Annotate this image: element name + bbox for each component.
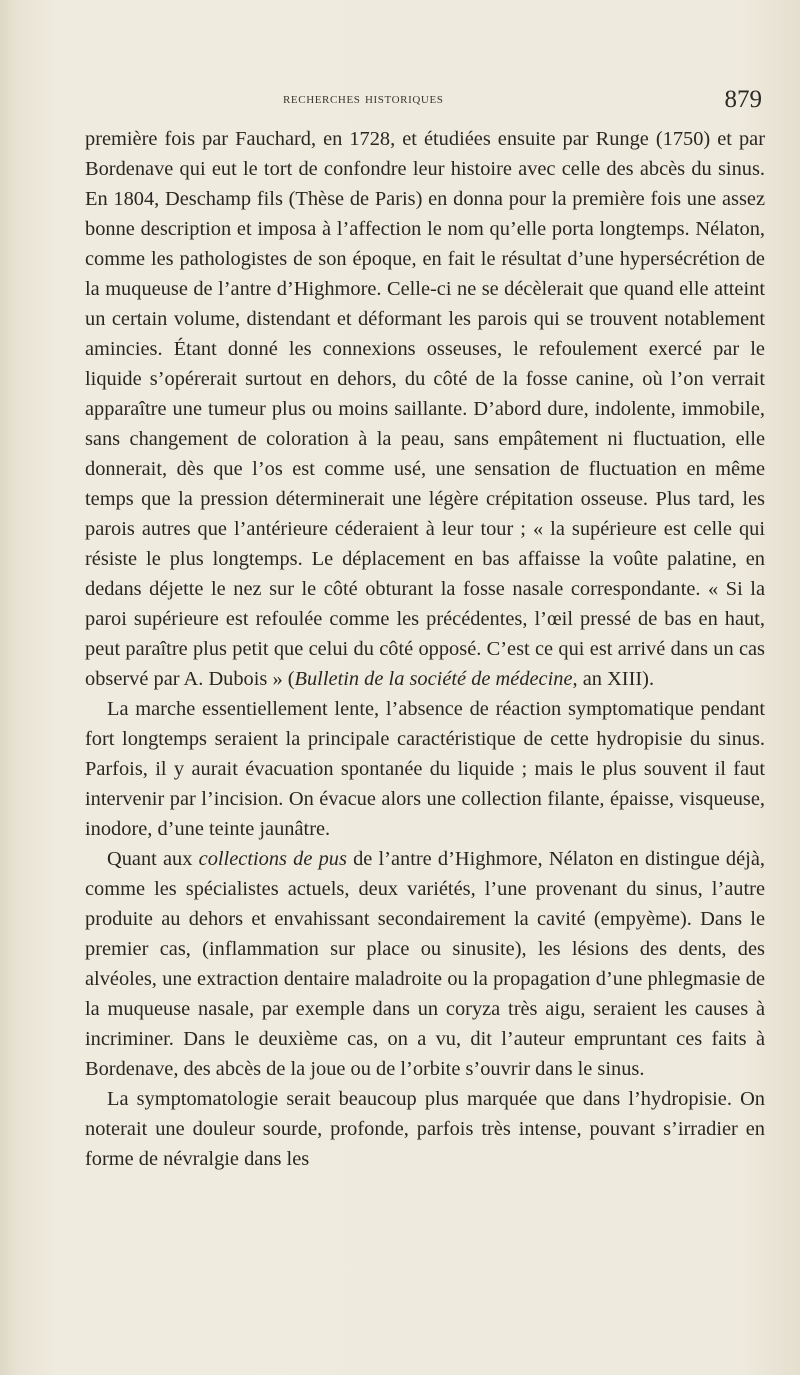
page-header <box>0 88 800 116</box>
running-title: recherches historiques <box>283 90 444 107</box>
paragraph <box>85 694 765 844</box>
text-run: La marche essentiellement lente, l’absence de réaction symptomatique pendant fort longtemps seraient la principale caractéristique de cette hydropisie du sinus. Parfois, il y aurait évacuation spontanée du liquide ; mais le plus souvent il faut intervenir par l’incision. On évacue alors une collection filante, épaisse, visqueuse, inodore, d’une teinte jaunâtre. <box>85 698 765 840</box>
paragraph <box>85 1084 765 1174</box>
text-run: Quant aux <box>107 848 199 870</box>
text-run: de l’antre d’Highmore, Nélaton en distingue déjà, comme les spécialistes actuels, deux variétés, l’une provenant du sinus, l’autre produite au dehors et envahissant secondairement la cavité (empyème). Dans le premier cas, (inflammation sur place ou sinusite), les lésions des dents, des alvéoles, une extraction dentaire maladroite ou la propagation d’une phlegmasie de la muqueuse nasale, par exemple dans un coryza très aigu, seraient les causes à incriminer. Dans le deuxième cas, on a vu, dit l’auteur empruntant ces faits à Bordenave, des abcès de la joue ou de l’orbite s’ouvrir dans le sinus. <box>85 848 765 1080</box>
paragraph <box>85 124 765 694</box>
text-run: La symptomatologie serait beaucoup plus marquée que dans l’hydropisie. On noterait une douleur sourde, profonde, parfois très intense, pouvant s’irradier en forme de névralgie dans les <box>85 1088 765 1170</box>
text-run: , an XIII). <box>572 668 655 690</box>
italic-citation: Bulletin de la société de médecine <box>294 668 573 690</box>
paragraph <box>85 844 765 1084</box>
italic-term: collections de pus <box>198 848 347 870</box>
page-number: 879 <box>724 86 762 113</box>
text-run: première fois par Fauchard, en 1728, et étudiées ensuite par Runge (1750) et par Bordenave qui eut le tort de confondre leur histoire avec celle des abcès du sinus. En 1804, Deschamp fils (Thèse de Paris) en donna pour la première fois une assez bonne description et imposa à l’affection le nom qu’elle porta longtemps. Nélaton, comme les pathologistes de son époque, en fait le résultat d’une hypersécrétion de la muqueuse de l’antre d’Highmore. Celle-ci ne se décèlerait que quand elle atteint un certain volume, distendant et déformant les parois qui se trouvent notablement amincies. Étant donné les connexions osseuses, le refoulement exercé par le liquide s’opérerait surtout en dehors, du côté de la fosse canine, où l’on verrait apparaître une tumeur plus ou moins saillante. D’abord dure, indolente, immobile, sans changement de coloration à la peau, sans empâtement ni fluctuation, elle donnerait, dès que l’os est comme usé, une sensation de fluctuation en même temps que la pression déterminerait une légère crépitation osseuse. Plus tard, les parois autres que l’antérieure céderaient à leur tour ; « la supérieure est celle qui résiste le plus longtemps. Le déplacement en bas affaisse la voûte palatine, en dedans déjette le nez sur le côté obturant la fosse nasale correspondante. « Si la paroi supérieure est refoulée comme les précédentes, l’œil pressé de bas en haut, peut paraître plus petit que celui du côté opposé. C’est ce qui est arrivé dans un cas observé par A. Dubois » ( <box>85 128 765 690</box>
body-text <box>85 124 765 1174</box>
